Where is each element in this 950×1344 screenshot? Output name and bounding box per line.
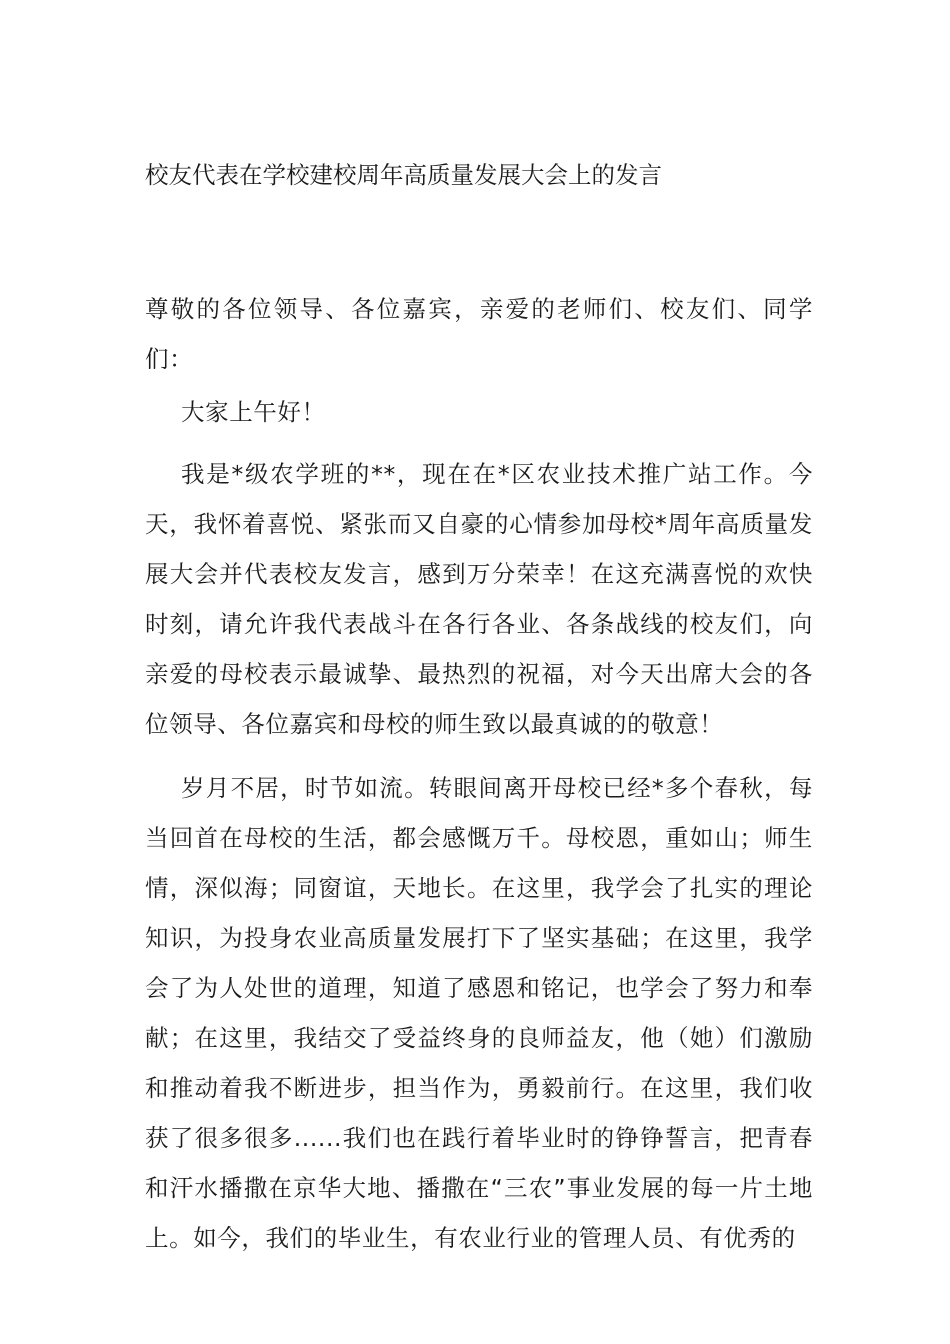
memories-paragraph: 岁月不居，时节如流。转眼间离开母校已经*多个春秋，每当回首在母校的生活，都会感慨万千。母校恩，重如山；师生情，深似海；同窗谊，天地长。在这里，我学会了扎实的理论知识，为投身农业高质量发展打下了坚实基础；在这里，我学会了为人处世的道理，知道了感恩和铭记，也学会了努力和奉献；在这里，我结交了受益终身的良师益友，他（她）们激励和推动着我不断进步，担当作为，勇毅前行。在这里，我们收获了很多很多......我们也在践行着毕业时的铮铮誓言，把青春和汗水播撒在京华大地、播撒在“三农”事业发展的每一片土地上。如今，我们的毕业生，有农业行业的管理人员、有优秀的	[145, 774, 813, 1252]
salutation: 尊敬的各位领导、各位嘉宾，亲爱的老师们、校友们、同学们：	[145, 295, 813, 373]
introduction-paragraph: 我是*级农学班的**，现在在*区农业技术推广站工作。今天，我怀着喜悦、紧张而又自豪的心情参加母校*周年高质量发展大会并代表校友发言，感到万分荣幸！在这充满喜悦的欢快时刻，请允许我代表战斗在各行各业、各条战线的校友们，向亲爱的母校表示最诚挚、最热烈的祝福，对今天出席大会的各位领导、各位嘉宾和母校的师生致以最真诚的的敬意！	[145, 460, 813, 738]
document-body	[145, 284, 813, 1263]
document-title: 校友代表在学校建校周年高质量发展大会上的发言	[145, 161, 662, 189]
greeting-paragraph: 大家上午好！	[181, 398, 326, 426]
